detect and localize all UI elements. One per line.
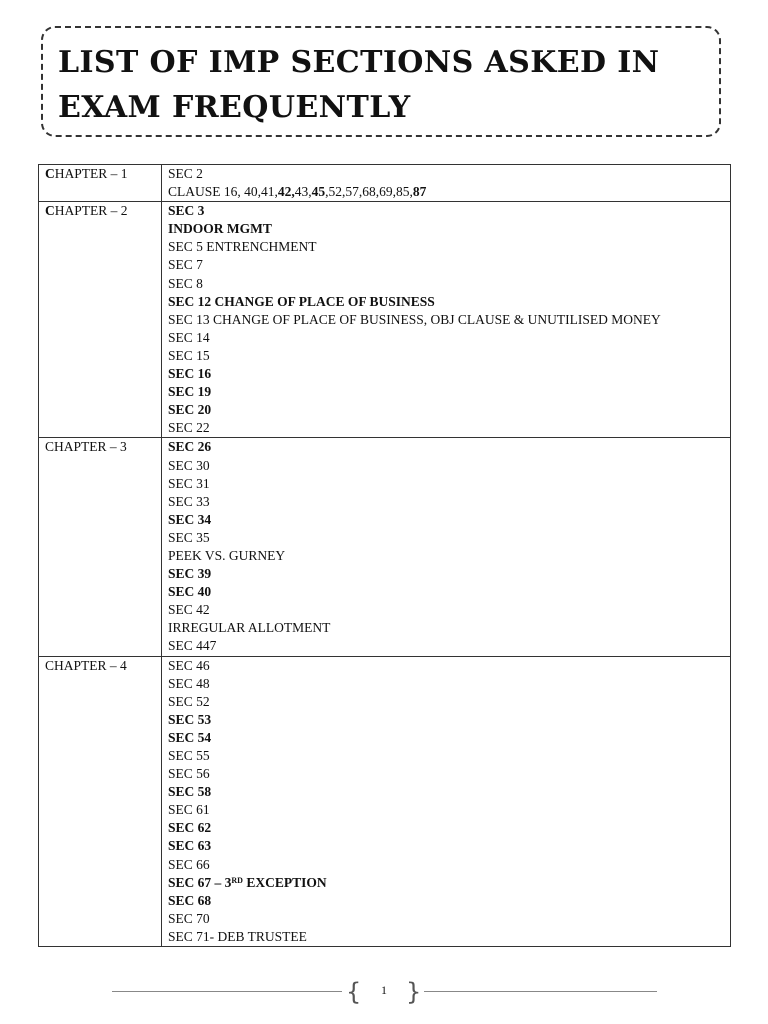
list-item: SEC 20 <box>168 402 212 418</box>
chapter-cell <box>39 656 162 947</box>
page-title <box>58 40 698 130</box>
clause-list-item <box>168 183 724 201</box>
list-item: SEC 34 <box>168 511 212 527</box>
list-item: SEC 12 CHANGE OF PLACE OF BUSINESS <box>168 293 435 309</box>
list-item: SEC 15 <box>168 347 210 363</box>
list-item: SEC 13 CHANGE OF PLACE OF BUSINESS, OBJ CLAUSE & UNUTILISED MONEY <box>168 311 661 327</box>
list-item: SEC 22 <box>168 420 210 436</box>
list-item: SEC 61 <box>168 802 210 818</box>
clause-bold: 45 <box>311 184 326 200</box>
right-brace-icon: } <box>406 978 422 1006</box>
list-item: SEC 70 <box>168 910 210 926</box>
list-item: SEC 35 <box>168 529 210 545</box>
chapter-initial: C <box>45 203 55 219</box>
list-item: SEC 31 <box>168 475 210 491</box>
list-item: SEC 55 <box>168 748 210 763</box>
chapter-initial: C <box>45 166 55 181</box>
list-item: SEC 48 <box>168 675 210 691</box>
clause-bold: 42, <box>277 184 295 200</box>
clause-text: CLAUSE 16, 40,41, <box>168 184 278 200</box>
left-brace-icon: { <box>346 978 362 1006</box>
list-item: SEC 46 <box>168 657 210 673</box>
title-line-2: EXAM FREQUENTLY <box>58 90 411 125</box>
list-item: SEC 8 <box>168 275 203 291</box>
exception-list-item <box>168 874 724 892</box>
list-item: SEC 56 <box>168 766 210 782</box>
footer-rule-right <box>424 991 657 992</box>
list-item: SEC 19 <box>168 384 212 400</box>
list-item: SEC 52 <box>168 693 210 709</box>
chapter-label: CHAPTER – 4 <box>45 657 127 673</box>
list-item: SEC 63 <box>168 838 212 854</box>
list-item: SEC 39 <box>168 566 212 582</box>
list-item: PEEK VS. GURNEY <box>168 547 286 563</box>
list-item: IRREGULAR ALLOTMENT <box>168 620 331 636</box>
chapter-cell <box>39 165 162 202</box>
chapter-label: HAPTER – 1 <box>54 166 128 181</box>
chapter-cell <box>39 202 162 438</box>
list-item: SEC 14 <box>168 329 210 345</box>
list-item: SEC 53 <box>168 711 212 727</box>
list-item: SEC 68 <box>168 892 212 908</box>
title-box <box>41 26 721 137</box>
exception-text: SEC 67 – 3 <box>168 874 232 890</box>
list-item: SEC 66 <box>168 856 210 872</box>
list-item: SEC 2 <box>168 166 203 181</box>
list-item: SEC 30 <box>168 457 210 473</box>
list-item: SEC 58 <box>168 784 212 800</box>
ordinal-suffix: RD <box>231 875 243 885</box>
list-item: SEC 7 <box>168 257 203 273</box>
list-item: SEC 33 <box>168 493 210 509</box>
list-item: SEC 3 <box>168 203 205 219</box>
clause-bold: 87 <box>412 184 427 200</box>
footer-rule-left <box>112 991 342 992</box>
chapter-cell <box>39 438 162 656</box>
sections-cell <box>162 202 731 438</box>
list-item: SEC 42 <box>168 602 210 618</box>
list-item: SEC 40 <box>168 584 212 600</box>
table-row <box>39 656 731 947</box>
list-item: SEC 16 <box>168 366 212 382</box>
page-number: 1 <box>381 983 387 997</box>
list-item: SEC 5 ENTRENCHMENT <box>168 239 317 255</box>
sections-table <box>38 164 731 947</box>
sections-cell <box>162 438 731 656</box>
clause-text: ,52,57,68,69,85, <box>325 184 413 200</box>
table-row <box>39 438 731 656</box>
list-item: INDOOR MGMT <box>168 221 272 237</box>
table-row <box>39 165 731 202</box>
list-item: SEC 54 <box>168 729 212 745</box>
table-row <box>39 202 731 438</box>
list-item: SEC 447 <box>168 638 217 654</box>
exception-text: EXCEPTION <box>242 874 327 890</box>
list-item: SEC 62 <box>168 820 212 836</box>
sections-cell <box>162 656 731 947</box>
clause-text: 43, <box>294 184 312 200</box>
chapter-label: HAPTER – 2 <box>54 203 128 219</box>
list-item: SEC 26 <box>168 439 212 455</box>
chapter-label: CHAPTER – 3 <box>45 439 127 455</box>
title-line-1: LIST OF IMP SECTIONS ASKED IN <box>58 45 660 80</box>
list-item: SEC 71- DEB TRUSTEE <box>168 928 307 944</box>
sections-cell <box>162 165 731 202</box>
